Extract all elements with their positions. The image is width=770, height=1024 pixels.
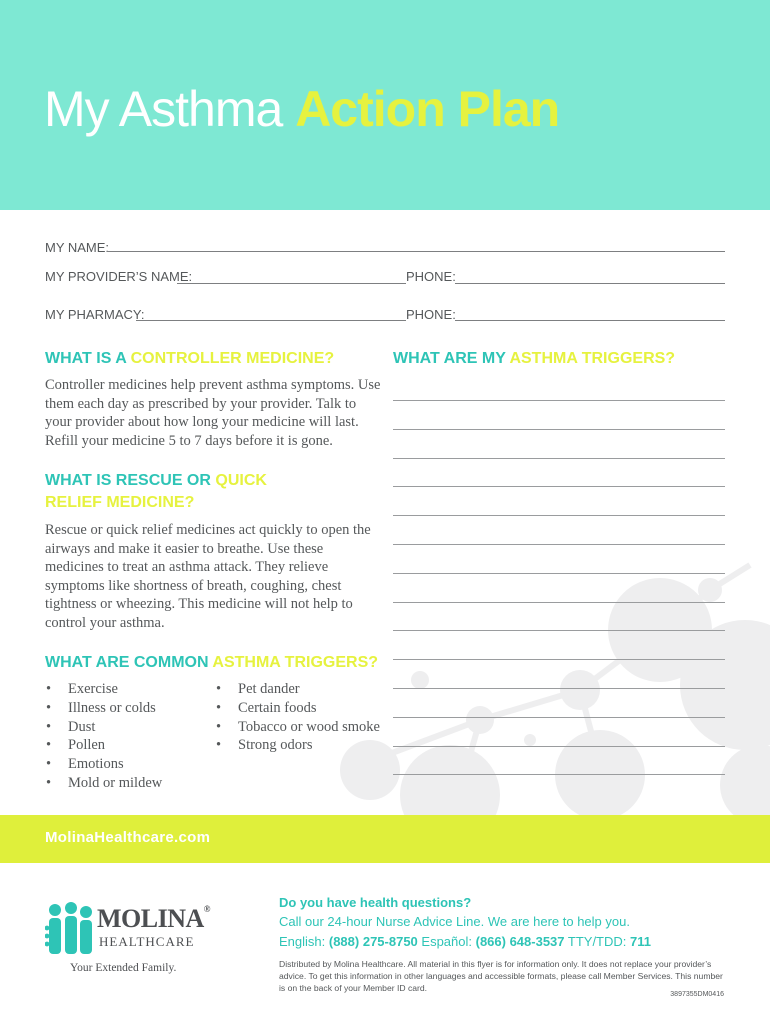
rescue-heading-plain: WHAT IS RESCUE OR [45,472,216,489]
website-link[interactable]: MolinaHealthcare.com [45,829,211,846]
provider-name-label: MY PROVIDER’S NAME: [45,269,193,284]
controller-heading-highlight: CONTROLLER MEDICINE? [130,350,335,367]
provider-phone-label: PHONE: [406,269,456,284]
my-triggers-heading [393,348,675,370]
list-item: • Pollen [44,736,204,755]
list-item: • Emotions [44,755,204,774]
list-item: • Exercise [44,680,204,699]
common-triggers-list-right [214,680,384,755]
title-plain: My Asthma [44,81,296,137]
my-name-label: MY NAME: [45,240,110,255]
logo-name [97,904,210,934]
trigger-write-line[interactable] [393,515,725,516]
rescue-heading-line2: RELIEF MEDICINE? [45,494,195,511]
my-triggers-heading-plain: WHAT ARE MY [393,350,510,367]
header-band [0,0,770,210]
logo-subtitle: HEALTHCARE [99,934,195,949]
controller-body: Controller medicines help prevent asthma symptoms. Use them each day as prescribed by your provider. Talk to your provider about how long your medicine will last. Refill your medicine 5 to 7 days before it is gone. [45,377,381,449]
page-title [44,80,559,138]
trigger-write-line[interactable] [393,400,725,401]
contact-question: Do you have health questions? [279,895,472,910]
trigger-write-line[interactable] [393,717,725,718]
trigger-write-line[interactable] [393,774,725,775]
controller-heading [45,348,334,370]
list-item: • Mold or mildew [44,774,204,793]
website-banner [0,815,770,863]
list-item: • Certain foods [214,699,384,718]
logo-tagline: Your Extended Family. [70,962,177,974]
contact-phone-line [279,934,651,949]
logo-name-text: MOLINA [97,904,204,933]
family-figures-icon [45,902,97,958]
english-phone[interactable]: (888) 275-8750 [328,934,418,949]
pharmacy-label: MY PHARMACY: [45,307,145,322]
molina-logo [45,902,225,982]
pharmacy-phone-field[interactable] [455,320,725,321]
common-triggers-heading [45,652,378,674]
trigger-write-line[interactable] [393,486,725,487]
rescue-heading-highlight: QUICK [215,472,267,489]
provider-phone-field[interactable] [455,283,725,284]
tty-phone[interactable]: 711 [630,934,651,949]
common-triggers-list-left [44,680,204,793]
english-label: English: [279,934,329,949]
trigger-write-line[interactable] [393,544,725,545]
my-name-field[interactable] [107,251,725,252]
contact-line1: Call our 24-hour Nurse Advice Line. We are here to help you. [279,914,630,929]
trigger-write-line[interactable] [393,659,725,660]
trigger-write-line[interactable] [393,602,725,603]
spanish-label: Español: [417,934,476,949]
trigger-write-line[interactable] [393,429,725,430]
list-item: • Illness or colds [44,699,204,718]
document-code: 3897355DM0416 [670,991,724,998]
logo-registered: ® [203,904,211,914]
list-item: • Pet dander [214,680,384,699]
pharmacy-phone-label: PHONE: [406,307,456,322]
list-item: • Strong odors [214,736,384,755]
provider-name-field[interactable] [177,283,406,284]
controller-heading-plain: WHAT IS A [45,350,131,367]
trigger-write-line[interactable] [393,746,725,747]
my-triggers-heading-highlight: ASTHMA TRIGGERS? [509,350,676,367]
rescue-heading [45,470,345,514]
disclaimer: Distributed by Molina Healthcare. All material in this flyer is for information only. It does not replace your provider’s advice. To get this information in other languages and accessible formats, please call Member Services. This number is on the back of your Member ID card. [279,959,723,993]
spanish-phone[interactable]: (866) 648-3537 [475,934,565,949]
trigger-write-line[interactable] [393,573,725,574]
trigger-write-line[interactable] [393,688,725,689]
list-item: • Dust [44,718,204,737]
rescue-body: Rescue or quick relief medicines act quickly to open the airways and make it easier to breathe. Use these medicines to treat an asthma attack. They relieve symptoms like shortness of breath, coughing, chest tightness or wheezing. This medicine will not help to control your asthma. [45,522,371,631]
common-triggers-heading-plain: WHAT ARE COMMON [45,654,213,671]
list-item: • Tobacco or wood smoke [214,718,384,737]
trigger-write-line[interactable] [393,458,725,459]
trigger-write-line[interactable] [393,630,725,631]
tty-label: TTY/TDD: [564,934,630,949]
common-triggers-heading-highlight: ASTHMA TRIGGERS? [212,654,379,671]
pharmacy-field[interactable] [136,320,406,321]
title-highlight: Action Plan [295,81,560,137]
